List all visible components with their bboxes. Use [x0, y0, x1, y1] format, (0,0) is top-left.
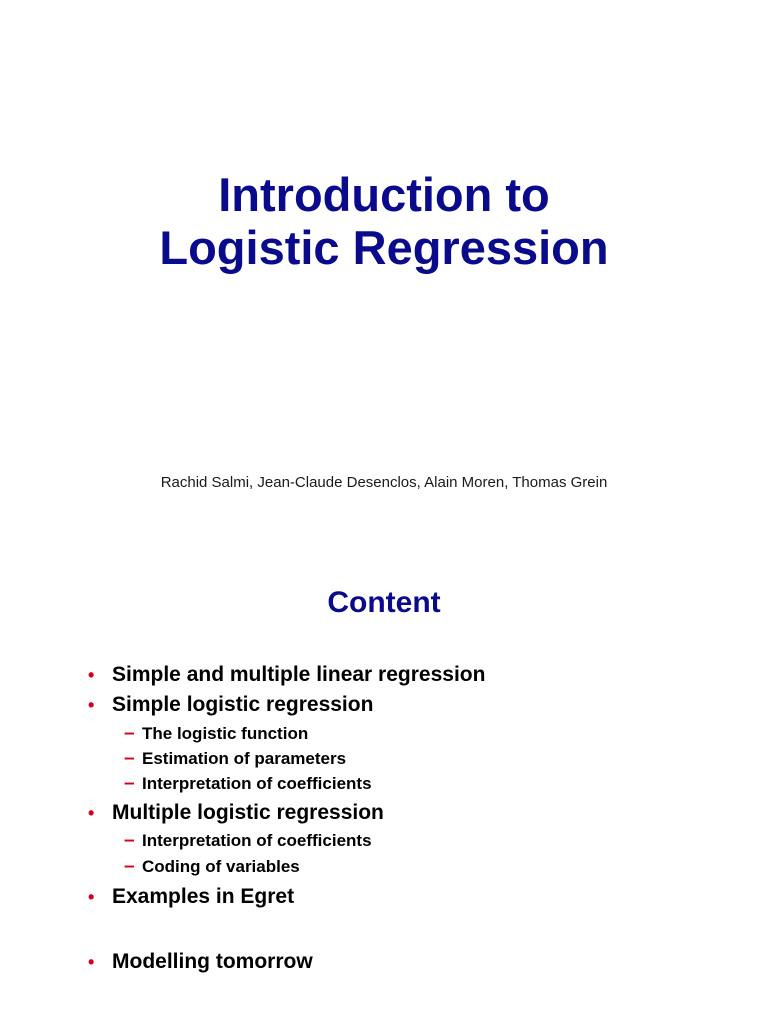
sub-item — [124, 856, 300, 878]
list-item — [88, 800, 384, 826]
sub-item — [124, 748, 347, 770]
title-line-1: Introduction to — [218, 168, 550, 221]
bullet-icon: • — [88, 952, 95, 972]
list-item — [88, 949, 313, 975]
bullet-icon: • — [88, 665, 95, 685]
bullet-icon: • — [88, 695, 95, 715]
content-heading: Content — [327, 586, 441, 619]
list-item-label: Examples in Egret — [112, 885, 295, 908]
list-item-label: Multiple logistic regression — [112, 801, 384, 824]
authors-line: Rachid Salmi, Jean-Claude Desenclos, Alain Moren, Thomas Grein — [160, 474, 608, 491]
bullet-icon: • — [88, 887, 95, 907]
bullet-icon: • — [88, 803, 95, 823]
sub-item-label: Coding of variables — [142, 857, 300, 876]
list-item — [88, 662, 486, 688]
dash-icon: – — [124, 773, 135, 794]
list-item-label: Simple and multiple linear regression — [112, 663, 486, 686]
list-item-label: Simple logistic regression — [112, 693, 374, 716]
list-item-label: Modelling tomorrow — [112, 950, 313, 973]
sub-item-label: Interpretation of coefficients — [142, 774, 372, 793]
dash-icon: – — [124, 830, 135, 851]
sub-item — [124, 830, 372, 852]
dash-icon: – — [124, 748, 135, 769]
dash-icon: – — [124, 723, 135, 744]
title-line-2: Logistic Regression — [159, 221, 609, 274]
list-item — [88, 692, 374, 718]
list-item — [88, 884, 295, 910]
sub-item-label: Estimation of parameters — [142, 749, 347, 768]
sub-item-label: Interpretation of coefficients — [142, 831, 372, 850]
sub-item-label: The logistic function — [142, 724, 309, 743]
sub-item — [124, 723, 309, 745]
sub-item — [124, 773, 372, 795]
dash-icon: – — [124, 856, 135, 877]
